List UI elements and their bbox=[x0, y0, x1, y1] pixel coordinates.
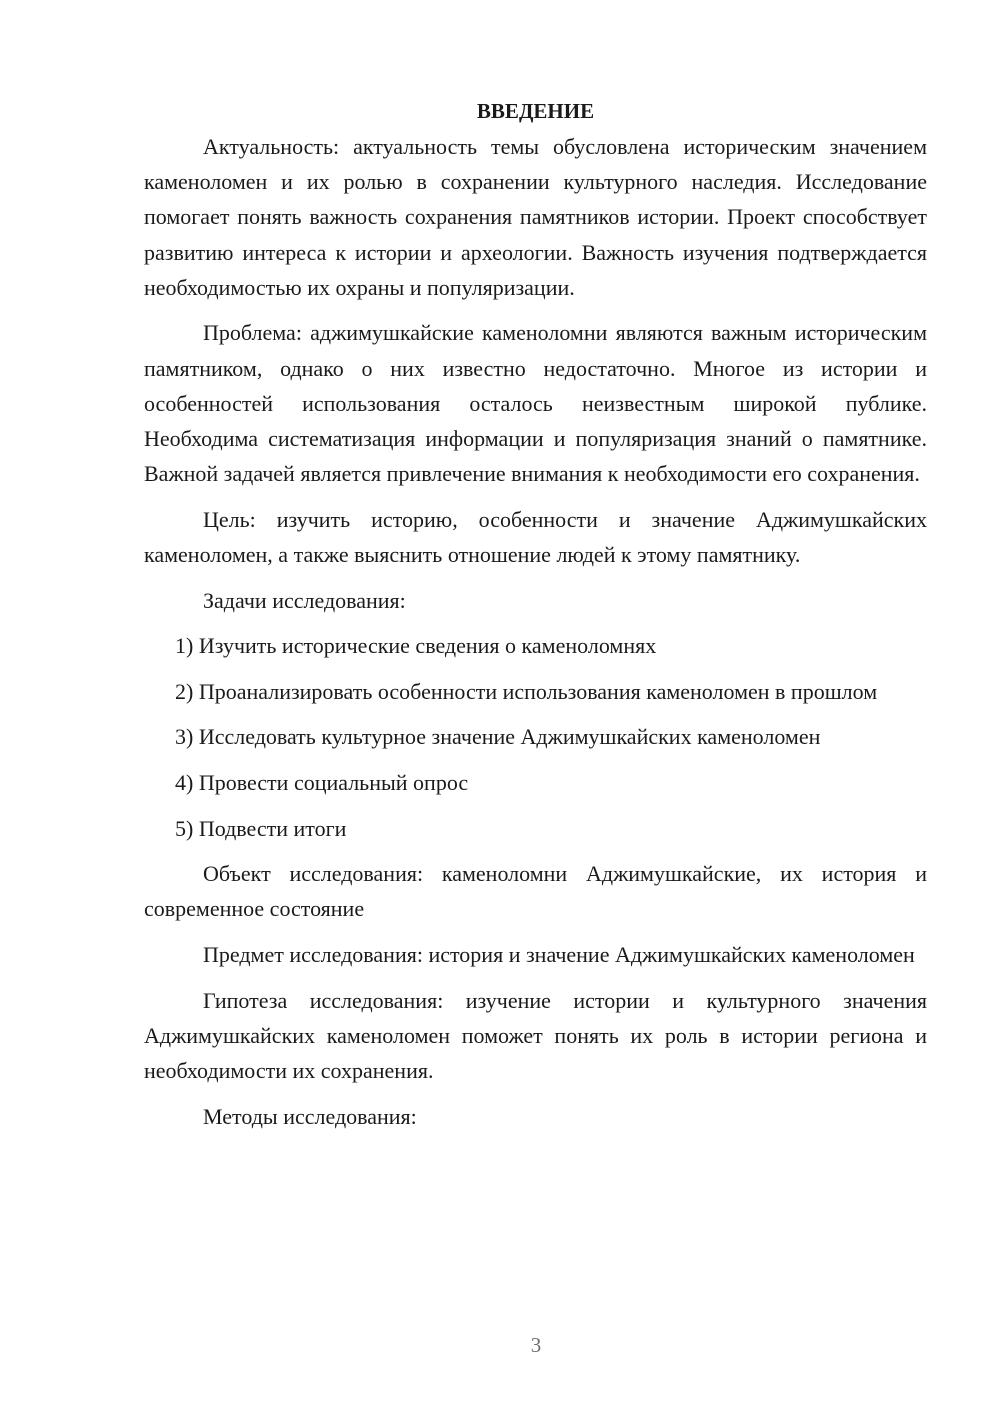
goal-paragraph: Цель: изучить историю, особенности и значение Аджимушкайских каменоломен, а также выяснить отношение людей к этому памятнику. bbox=[144, 506, 927, 568]
relevance-paragraph: Актуальность: актуальность темы обусловлена историческим значением каменоломен и их ролью в сохранении культурного наследия. Исследование помогает понять важность сохранения памятников истории. Проект способствует развитию интереса к истории и археологии. Важность изучения подтверждается необходимостью их охраны и популяризации. bbox=[144, 134, 927, 300]
tasks-list bbox=[144, 628, 927, 846]
page-number: 3 bbox=[530, 1333, 542, 1357]
task-item: 4) Провести социальный опрос bbox=[175, 769, 469, 795]
task-item: 3) Исследовать культурное значение Аджимушкайских каменоломен bbox=[175, 724, 821, 750]
section-heading: ВВЕДЕНИЕ bbox=[476, 99, 595, 123]
task-item: 2) Проанализировать особенности использования каменоломен в прошлом bbox=[175, 678, 878, 704]
task-item: 5) Подвести итоги bbox=[175, 815, 347, 841]
document-page bbox=[144, 94, 927, 1134]
tasks-heading: Задачи исследования: bbox=[203, 587, 406, 613]
methods-heading: Методы исследования: bbox=[203, 1103, 417, 1129]
task-item: 1) Изучить исторические сведения о каменоломнях bbox=[175, 633, 657, 659]
problem-paragraph: Проблема: аджимушкайские каменоломни являются важным историческим памятником, однако о них известно недостаточно. Многое из истории и особенностей использования осталось неизвестным широкой публике. Необходима систематизация информации и популяризация знаний о памятнике. Важной задачей является привлечение внимания к необходимости его сохранения. bbox=[144, 320, 927, 487]
hypothesis-paragraph: Гипотеза исследования: изучение истории и культурного значения Аджимушкайских каменоломен поможет понять их роль в истории региона и необходимости их сохранения. bbox=[144, 987, 927, 1083]
subject-paragraph: Предмет исследования: история и значение Аджимушкайских каменоломен bbox=[203, 941, 915, 967]
object-paragraph: Объект исследования: каменоломни Аджимушкайские, их история и современное состояние bbox=[144, 861, 927, 922]
